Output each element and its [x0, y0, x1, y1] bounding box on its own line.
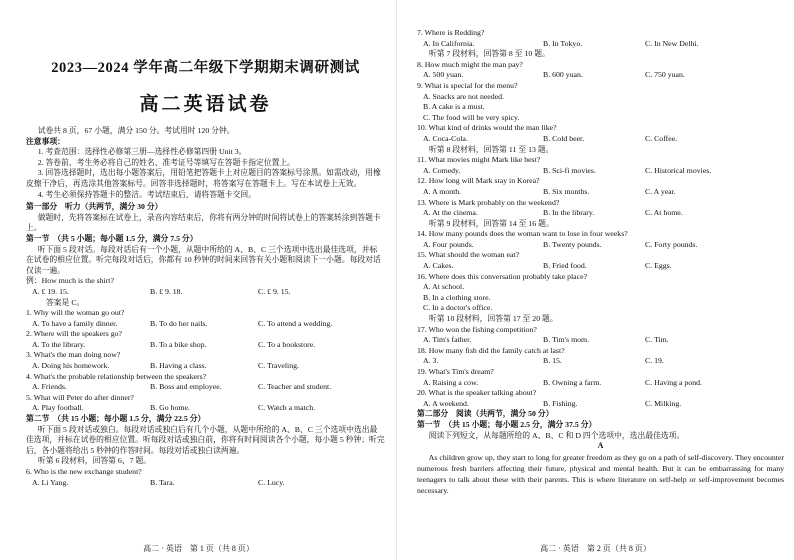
passage-label: A: [597, 441, 604, 451]
question-options: [417, 187, 784, 198]
option-c: C. Having a pond.: [645, 377, 702, 387]
page-footer: 高二 · 英语 第 1 页（共 8 页）: [143, 544, 254, 553]
option-a: A. Coca-Cola.: [423, 133, 468, 143]
option-c: C. In New Delhi.: [645, 38, 699, 48]
option-c: C. To attend a wedding.: [258, 318, 333, 328]
option-c: C. £ 9. 15.: [258, 286, 291, 296]
option-a: A. Comedy.: [423, 165, 461, 175]
question-item: 15. What should the woman eat?: [417, 250, 520, 260]
listen-material-instruction: 听第 8 段材料，回答第 11 至 13 题。: [429, 144, 554, 154]
option-b: B. Go home.: [150, 403, 190, 413]
option-c: C. 750 yuan.: [645, 70, 685, 80]
example-question: 例：How much is the shirt?: [26, 276, 114, 286]
option-a: A. At the cinema.: [423, 208, 478, 218]
question-item: 11. What movies might Mark like best?: [417, 155, 541, 165]
part2-section1-heading: 第一节 （共 15 小题；每小题 2.5 分，满分 37.5 分）: [417, 419, 597, 429]
option-c: C. Historical movies.: [645, 165, 712, 175]
question-options: [417, 166, 784, 177]
question-3: 3. What's the man doing now?: [26, 350, 121, 360]
option-a: A. To have a family dinner.: [32, 318, 118, 328]
option-c: C. Forty pounds.: [645, 239, 698, 249]
question-4: 4. What's the probable relationship between the speakers?: [26, 371, 207, 381]
option-line: A. Snacks are not needed.: [423, 91, 504, 101]
option-b: B. In the library.: [543, 208, 595, 218]
listen-material-instruction: 听第 7 段材料，回答第 8 至 10 题。: [429, 49, 550, 59]
option-c: C. Watch a match.: [258, 403, 316, 413]
section1-intro: 听下面 5 段对话。每段对话后有一个小题，从题中所给的 A、B、C 三个选项中选出最佳选项，并标在试卷的相应位置。听完每段对话后，你都有 10 秒钟的时间来回答有关小题和阅读下一小题。每段对话仅读一遍。: [26, 244, 381, 275]
section2-intro: 听下面 5 段对话或独白。每段对话或独白后有几个小题，从题中所给的 A、B、C 三个选项中选出最佳选项，并标在试卷的相应位置。听每段对话或独白前，你将有时间阅读各个小题，每小题 5 秒钟；听完后，各小题将给出 5 秒钟的作答时间。每段对话或独白读两遍。: [26, 424, 385, 455]
option-b: B. Having a class.: [150, 361, 207, 371]
option-c: C. Milking.: [645, 398, 682, 408]
note-item: 2. 答卷前，考生务必将自己的姓名、准考证号等填写在答题卡指定位置上。: [37, 157, 295, 167]
option-a: A. Doing his homework.: [32, 361, 110, 371]
option-c: C. To a bookstore.: [258, 339, 316, 349]
option-a: A. To the library.: [32, 339, 86, 349]
option-c: C. Traveling.: [258, 361, 299, 371]
question-options: [417, 134, 784, 145]
question-options: [26, 361, 385, 372]
option-c: C. 19.: [645, 356, 664, 366]
example-options: [26, 287, 385, 298]
listen-material-instruction: 听第 9 段材料，回答第 14 至 16 题。: [429, 218, 554, 228]
option-b: B. Owning a farm.: [543, 377, 602, 387]
question-options: [417, 335, 784, 346]
paper-title: 高二英语试卷: [139, 94, 272, 115]
part1-heading: 第一部分 听力（共两节，满分 30 分）: [26, 202, 163, 212]
question-options: [417, 356, 784, 367]
option-b: B. Fishing.: [543, 398, 578, 408]
question-2: 2. Where will the speakers go?: [26, 329, 122, 339]
question-1: 1. Why will the woman go out?: [26, 308, 125, 318]
notes-heading: 注意事项：: [26, 136, 65, 146]
option-line: B. A cake is a must.: [423, 102, 485, 112]
question-options: [417, 240, 784, 251]
option-b: B. Tara.: [150, 477, 175, 487]
note-item: 4. 考生必须保持答题卡的整洁。考试结束后，请将答题卡交回。: [37, 189, 256, 199]
option-b: B. 15.: [543, 356, 562, 366]
example-answer: 答案是 C。: [46, 297, 85, 307]
question-item: 17. Who won the fishing competition?: [417, 324, 537, 334]
question-options: [417, 39, 784, 50]
question-list-7-20: [417, 28, 784, 409]
page-2: [397, 0, 794, 560]
option-b: B. Six months.: [543, 186, 590, 196]
option-c: C. Tim.: [645, 335, 669, 345]
option-b: B. £ 9. 18.: [150, 286, 183, 296]
question-options: [26, 403, 385, 414]
question-item: 8. How much might the man pay?: [417, 59, 523, 69]
question-6: 6. Who is the new exchange student?: [26, 467, 142, 476]
option-c: C. Coffee.: [645, 133, 678, 143]
question-5: 5. What will Peter do after dinner?: [26, 392, 134, 402]
listen-material-instruction: 听第 10 段材料，回答第 17 至 20 题。: [429, 314, 558, 324]
question-item: 12. How long will Mark stay in Korea?: [417, 176, 540, 186]
option-b: B. Sci-fi movies.: [543, 165, 596, 175]
page-footer: 高二 · 英语 第 2 页（共 8 页）: [540, 544, 651, 553]
question-item: 14. How many pounds does the woman want to lose in four weeks?: [417, 229, 628, 239]
note-item: 1. 考查范围：选择性必修第三册—选择性必修第四册 Unit 3。: [37, 147, 247, 157]
question-item: 20. What is the speaker talking about?: [417, 388, 537, 398]
option-a: A. £ 19. 15.: [32, 286, 69, 296]
option-b: B. Boss and employee.: [150, 382, 222, 392]
option-a: A. A month.: [423, 186, 462, 196]
option-a: A. Li Yang.: [32, 477, 69, 487]
option-a: A. Raising a cow.: [423, 377, 479, 387]
option-c: C. Teacher and student.: [258, 382, 332, 392]
option-a: A. In California.: [423, 38, 475, 48]
option-b: B. To a bike shop.: [150, 339, 207, 349]
question-options: [417, 378, 784, 389]
option-a: A. A weekend.: [423, 398, 469, 408]
question-options: [26, 382, 385, 393]
option-c: C. A year.: [645, 186, 676, 196]
part2-intro: 阅读下列短文，从每题所给的 A、B、C 和 D 四个选项中，选出最佳选项。: [428, 430, 685, 440]
part1-intro: 做题时，先将答案标在试卷上，录音内容结束后，你将有两分钟的时间将试卷上的答案转涂到答题卡上。: [26, 212, 381, 233]
question-options: [417, 261, 784, 272]
exam-intro: 试卷共 8 页，67 小题，满分 150 分。考试用时 120 分钟。: [37, 126, 235, 135]
option-line: A. At school.: [423, 282, 465, 292]
question-6-options: [26, 478, 385, 489]
option-a: A. 500 yuan.: [423, 70, 464, 80]
option-b: B. In Tokyo.: [543, 38, 583, 48]
note-item: 3. 回答选择题时，选出每小题答案后，用铅笔把答题卡上对应题目的答案标号涂黑。如需改动，用橡皮擦干净后，再选涂其他答案标号。回答非选择题时，将答案写在答题卡上。写在本试卷上无效。: [26, 168, 381, 188]
option-a: A. Play football.: [32, 403, 84, 413]
question-item: 18. How many fish did the family catch at last?: [417, 345, 565, 355]
option-line: C. In a doctor's office.: [423, 303, 493, 313]
question-item: 10. What kind of drinks would the man like?: [417, 123, 557, 133]
question-options: [417, 399, 784, 410]
part2-heading: 第二部分 阅读（共两节，满分 50 分）: [417, 409, 554, 419]
question-options: [26, 340, 385, 351]
option-b: B. Fried food.: [543, 261, 587, 271]
option-b: B. Tim's mom.: [543, 335, 590, 345]
question-item: 13. Where is Mark probably on the weekend?: [417, 197, 560, 207]
question-options: [417, 208, 784, 219]
option-a: A. 3.: [423, 356, 439, 366]
section1-heading: 第一节 （共 5 小题；每小题 1.5 分，满分 7.5 分）: [26, 233, 198, 243]
option-c: C. Lucy.: [258, 477, 285, 487]
question-item: 19. What's Tim's dream?: [417, 367, 494, 376]
question-item: 16. Where does this conversation probably take place?: [417, 271, 588, 281]
option-a: A. Four pounds.: [423, 239, 474, 249]
question-list-1-5: [26, 308, 385, 414]
option-line: B. In a clothing store.: [423, 292, 491, 302]
option-c: C. At home.: [645, 208, 683, 218]
option-a: A. Tim's father.: [423, 335, 472, 345]
option-line: C. The food will be very spicy.: [423, 112, 520, 122]
listen-material-6: 听第 6 段材料，回答第 6、7 题。: [38, 456, 152, 466]
option-b: B. 600 yuan.: [543, 70, 583, 80]
question-options: [417, 70, 784, 81]
question-item: 9. What is special for the menu?: [417, 80, 518, 90]
option-b: B. Cold beer.: [543, 133, 585, 143]
option-b: B. To do her nails.: [150, 318, 208, 328]
option-c: C. Eggs.: [645, 261, 672, 271]
question-options: [26, 319, 385, 330]
option-a: A. Friends.: [32, 382, 67, 392]
option-a: A. Cakes.: [423, 261, 454, 271]
option-b: B. Twenty pounds.: [543, 239, 602, 249]
question-item: 7. Where is Redding?: [417, 28, 485, 37]
section2-heading: 第二节 （共 15 小题；每小题 1.5 分，满分 22.5 分）: [26, 414, 206, 424]
notes-list: [26, 147, 385, 200]
passage-a-text: As children grow up, they start to long for greater freedom as they go on a path of self-discovery. They encounter numerous fresh barriers affecting their future, physical and mental health. But it can be embarrassing for many teenagers to talk about these with their parents. This is where literature on self-help or self-improvement becomes necessary.: [417, 452, 784, 495]
exam-title: 2023—2024 学年高二年级下学期期末调研测试: [51, 60, 360, 76]
